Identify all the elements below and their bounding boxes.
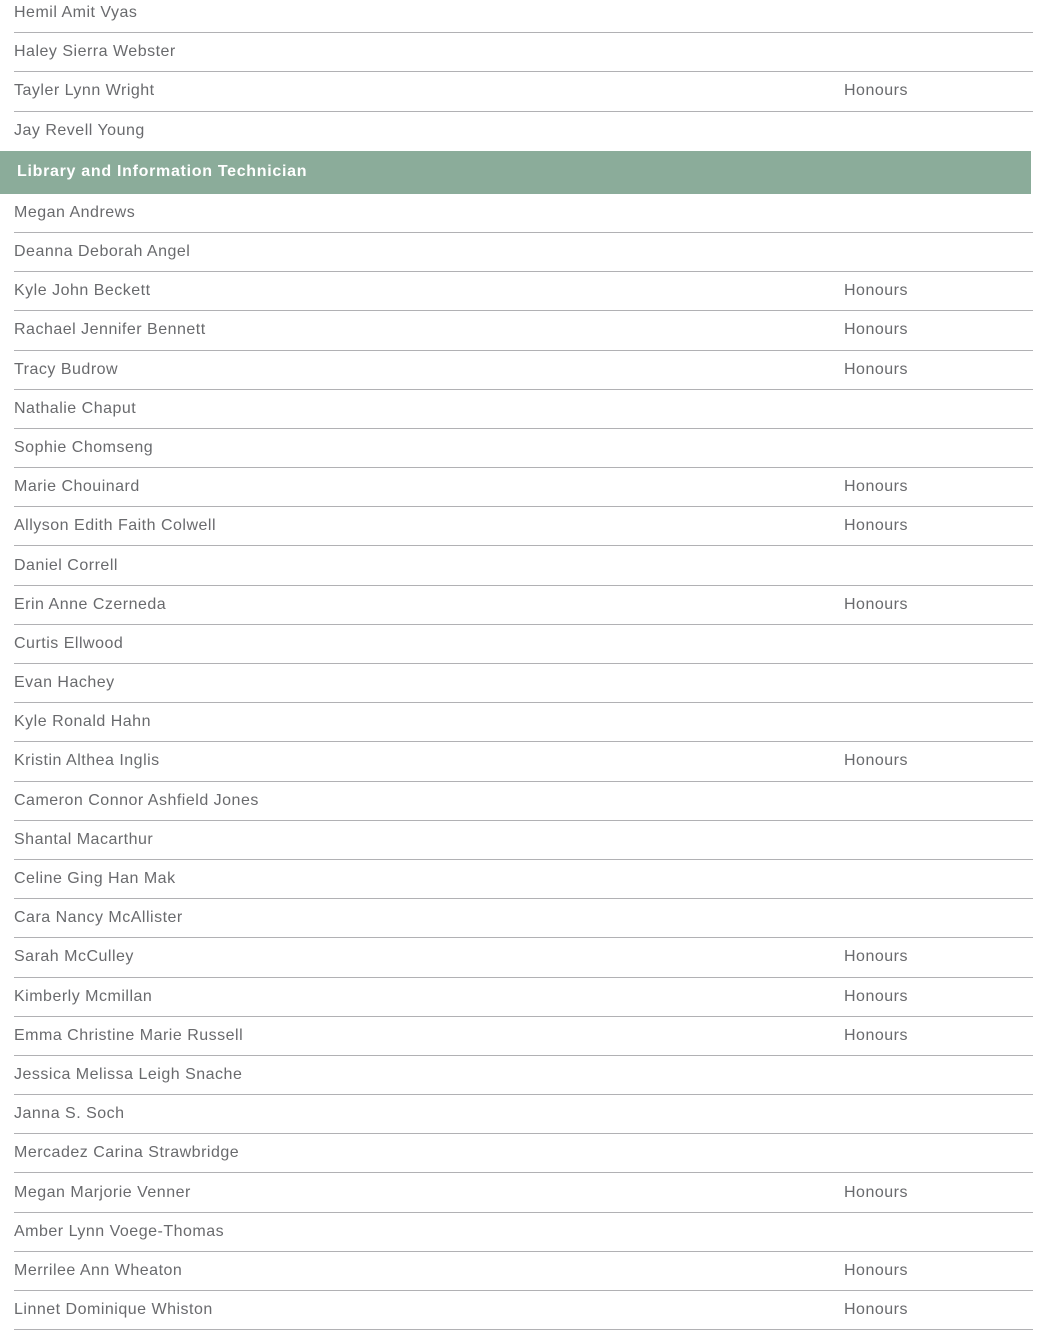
- graduate-row: [14, 664, 1033, 703]
- graduate-name: Linnet Dominique Whiston: [14, 1301, 213, 1319]
- honours-badge: Honours: [844, 1261, 908, 1279]
- graduate-name: Jessica Melissa Leigh Snache: [14, 1065, 243, 1083]
- graduate-row: [14, 33, 1033, 72]
- graduate-name: Kimberly Mcmillan: [14, 987, 153, 1005]
- graduate-name: Nathalie Chaput: [14, 399, 137, 417]
- graduate-name: Sarah McCulley: [14, 948, 134, 966]
- graduate-row: [14, 1134, 1033, 1173]
- graduate-name: Daniel Correll: [14, 556, 118, 574]
- graduate-name: Kristin Althea Inglis: [14, 752, 160, 770]
- graduate-name: Shantal Macarthur: [14, 830, 154, 848]
- program-section: [0, 0, 1037, 151]
- graduate-name: Evan Hachey: [14, 674, 115, 692]
- graduate-name: Deanna Deborah Angel: [14, 243, 191, 261]
- graduate-row: [14, 507, 1033, 546]
- graduate-row: [14, 546, 1033, 585]
- graduate-name: Tayler Lynn Wright: [14, 82, 155, 100]
- graduate-row: [14, 390, 1033, 429]
- graduate-row: [14, 860, 1033, 899]
- graduate-name: Kyle Ronald Hahn: [14, 713, 151, 731]
- graduate-row: [14, 1173, 1033, 1212]
- graduate-row: [14, 351, 1033, 390]
- honours-badge: Honours: [844, 987, 908, 1005]
- graduate-row: [14, 625, 1033, 664]
- graduate-row: [14, 899, 1033, 938]
- section-rows: [0, 0, 1037, 151]
- graduate-name: Rachael Jennifer Bennett: [14, 321, 206, 339]
- graduate-row: [14, 1095, 1033, 1134]
- graduate-name: Emma Christine Marie Russell: [14, 1026, 244, 1044]
- graduate-name: Marie Chouinard: [14, 478, 140, 496]
- graduate-row: [14, 782, 1033, 821]
- graduate-name: Kyle John Beckett: [14, 282, 151, 300]
- graduate-row: [14, 703, 1033, 742]
- graduate-row: [14, 821, 1033, 860]
- honours-badge: Honours: [844, 1183, 908, 1201]
- graduate-row: [14, 978, 1033, 1017]
- graduate-name: Cameron Connor Ashfield Jones: [14, 791, 259, 809]
- graduate-name: Erin Anne Czerneda: [14, 595, 167, 613]
- honours-badge: Honours: [844, 948, 908, 966]
- graduate-row: [14, 468, 1033, 507]
- graduate-name: Curtis Ellwood: [14, 634, 124, 652]
- graduate-row: [14, 311, 1033, 350]
- graduate-row: [14, 938, 1033, 977]
- graduate-row: [14, 1056, 1033, 1095]
- graduate-name: Haley Sierra Webster: [14, 43, 176, 61]
- graduate-row: [14, 0, 1033, 33]
- honours-badge: Honours: [844, 517, 908, 535]
- graduate-row: [14, 112, 1033, 151]
- graduate-row: [14, 1291, 1033, 1330]
- program-section: [0, 151, 1037, 1330]
- program-title: Library and Information Technician: [17, 163, 308, 181]
- graduate-name: Cara Nancy McAllister: [14, 909, 183, 927]
- graduate-name: Jay Revell Young: [14, 122, 145, 140]
- graduate-name: Sophie Chomseng: [14, 438, 154, 456]
- graduate-name: Janna S. Soch: [14, 1105, 125, 1123]
- graduate-name: Megan Marjorie Venner: [14, 1183, 191, 1201]
- graduate-row: [14, 429, 1033, 468]
- graduate-row: [14, 272, 1033, 311]
- honours-badge: Honours: [844, 478, 908, 496]
- graduate-row: [14, 586, 1033, 625]
- honours-badge: Honours: [844, 360, 908, 378]
- graduate-row: [14, 1017, 1033, 1056]
- honours-badge: Honours: [844, 752, 908, 770]
- honours-badge: Honours: [844, 595, 908, 613]
- graduate-name: Celine Ging Han Mak: [14, 870, 176, 888]
- honours-badge: Honours: [844, 282, 908, 300]
- graduate-row: [14, 194, 1033, 233]
- honours-badge: Honours: [844, 1026, 908, 1044]
- graduate-row: [14, 1213, 1033, 1252]
- honours-badge: Honours: [844, 1301, 908, 1319]
- graduate-row: [14, 72, 1033, 111]
- graduate-row: [14, 1252, 1033, 1291]
- graduate-name: Mercadez Carina Strawbridge: [14, 1144, 240, 1162]
- graduate-name: Tracy Budrow: [14, 360, 119, 378]
- graduate-row: [14, 742, 1033, 781]
- honours-badge: Honours: [844, 82, 908, 100]
- graduate-name: Amber Lynn Voege-Thomas: [14, 1222, 225, 1240]
- graduate-row: [14, 233, 1033, 272]
- graduate-name: Megan Andrews: [14, 203, 136, 221]
- graduate-name: Allyson Edith Faith Colwell: [14, 517, 217, 535]
- graduate-name: Merrilee Ann Wheaton: [14, 1261, 183, 1279]
- section-rows: [0, 194, 1037, 1330]
- graduate-name: Hemil Amit Vyas: [14, 4, 138, 22]
- honours-badge: Honours: [844, 321, 908, 339]
- program-header: [0, 151, 1031, 194]
